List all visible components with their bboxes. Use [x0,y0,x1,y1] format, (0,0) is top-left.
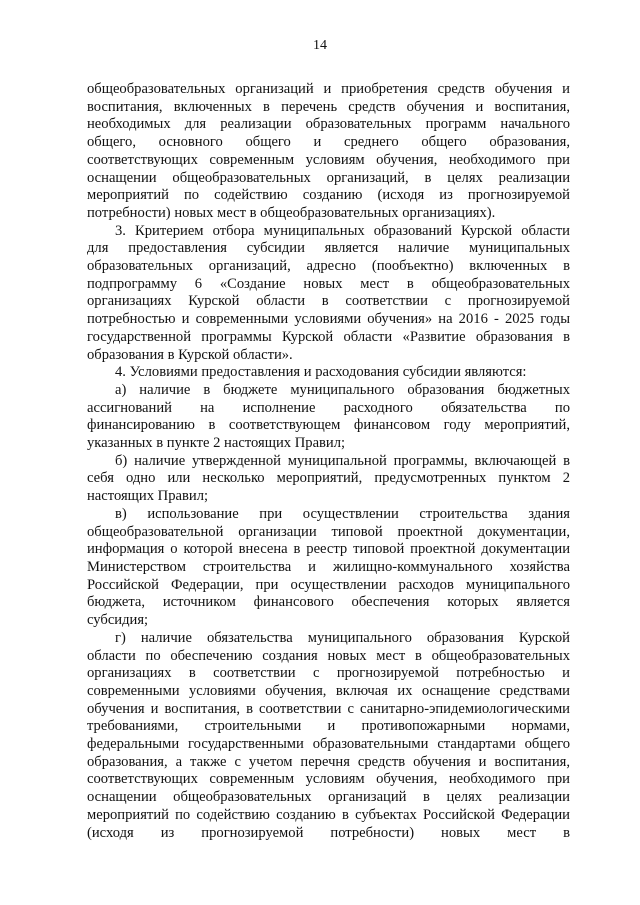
text-line: общеобразовательных организаций и приобретения средств обучения и [87,81,570,97]
text-line: для предоставления субсидии является наличие муниципальных [87,240,570,257]
text-line: области по обеспечению создания новых мест в общеобразовательных [87,647,570,664]
text-line: образования, а также с учетом перечня средств обучения и воспитания, [87,753,570,770]
text-line: в) использование при осуществлении строительства здания [115,505,570,522]
text-line: организациях Курской области в соответствии с прогнозируемой [87,293,570,310]
text-line: подпрограмму 6 «Создание новых мест в общеобразовательных [87,275,570,292]
page-number: 14 [313,38,327,53]
text-line: ассигнований на исполнение расходного обязательства по [87,399,570,416]
paragraph-4a [87,382,570,453]
paragraph-4 [87,364,570,382]
text-line: потребности) новых мест в общеобразовательных организациях). [87,204,496,221]
text-line: а) наличие в бюджете муниципального образования бюджетных [115,381,570,398]
text-line: субсидия; [87,612,149,629]
text-line: оснащении общеобразовательных организаций в целях реализации [87,789,570,806]
document-body [87,81,570,842]
text-line: 4. Условиями предоставления и расходования субсидии являются: [115,364,527,381]
text-line: соответствующих современным условиям обучения, необходимого при [87,151,570,168]
text-line: общеобразовательной организации типовой проектной документации, [87,523,570,540]
text-line: воспитания, включенных в перечень средств обучения и воспитания, [87,98,570,115]
text-line: организациях в соответствии с прогнозируемой потребностью и [87,665,570,682]
text-line: указанных в пункте 2 настоящих Правил; [87,435,346,452]
paragraph-continuation [87,81,570,223]
paragraph-4v [87,506,570,630]
text-line: финансированию в соответствующем финансовом году мероприятий, [87,417,570,434]
text-line: бюджета, источником финансового обеспечения которых является [87,594,570,611]
text-line: образования в Курской области». [87,346,293,363]
text-line: государственной программы Курской области «Развитие образования в [87,328,570,345]
text-line: необходимых для реализации образовательных программ начального [87,116,570,133]
text-line: федеральными государственными образовательными стандартами общего [87,736,570,753]
text-line: г) наличие обязательства муниципального образования Курской [115,629,570,646]
text-line: обучения и воспитания, в соответствии с санитарно-эпидемиологическими [87,700,570,717]
text-line: общего, основного общего и среднего общего образования, [87,134,570,151]
text-line: Российской Федерации, при осуществлении расходов муниципального [87,576,570,593]
paragraph-4b [87,453,570,506]
text-line: современными условиями обучения, включая их оснащение средствами [87,682,570,699]
text-line: информация о которой внесена в реестр типовой проектной документации [87,541,570,558]
text-line: настоящих Правил; [87,488,209,505]
text-line: б) наличие утвержденной муниципальной программы, включающей в [115,452,570,469]
text-line: потребностью и современными условиями обучения» на 2016 - 2025 годы [87,311,570,328]
text-line: требованиями, строительными и противопожарными нормами, [87,718,570,735]
text-line: Министерством строительства и жилищно-коммунального хозяйства [87,558,570,575]
text-line: 3. Критерием отбора муниципальных образований Курской области [115,222,570,239]
text-line: себя одно или несколько мероприятий, предусмотренных пунктом 2 [87,470,570,487]
text-line: образовательных организаций, адресно (пообъектно) включенных в [87,258,570,275]
paragraph-4g [87,630,570,842]
text-line: мероприятий по содействию созданию (исходя из прогнозируемой [87,187,570,204]
text-line: (исходя из прогнозируемой потребности) новых мест в [87,824,570,841]
text-line: оснащении общеобразовательных организаций, в целях реализации [87,169,570,186]
text-line: мероприятий по содействию созданию в субъектах Российской Федерации [87,806,570,823]
text-line: соответствующих современным условиям обучения, необходимого при [87,771,570,788]
paragraph-3 [87,223,570,365]
